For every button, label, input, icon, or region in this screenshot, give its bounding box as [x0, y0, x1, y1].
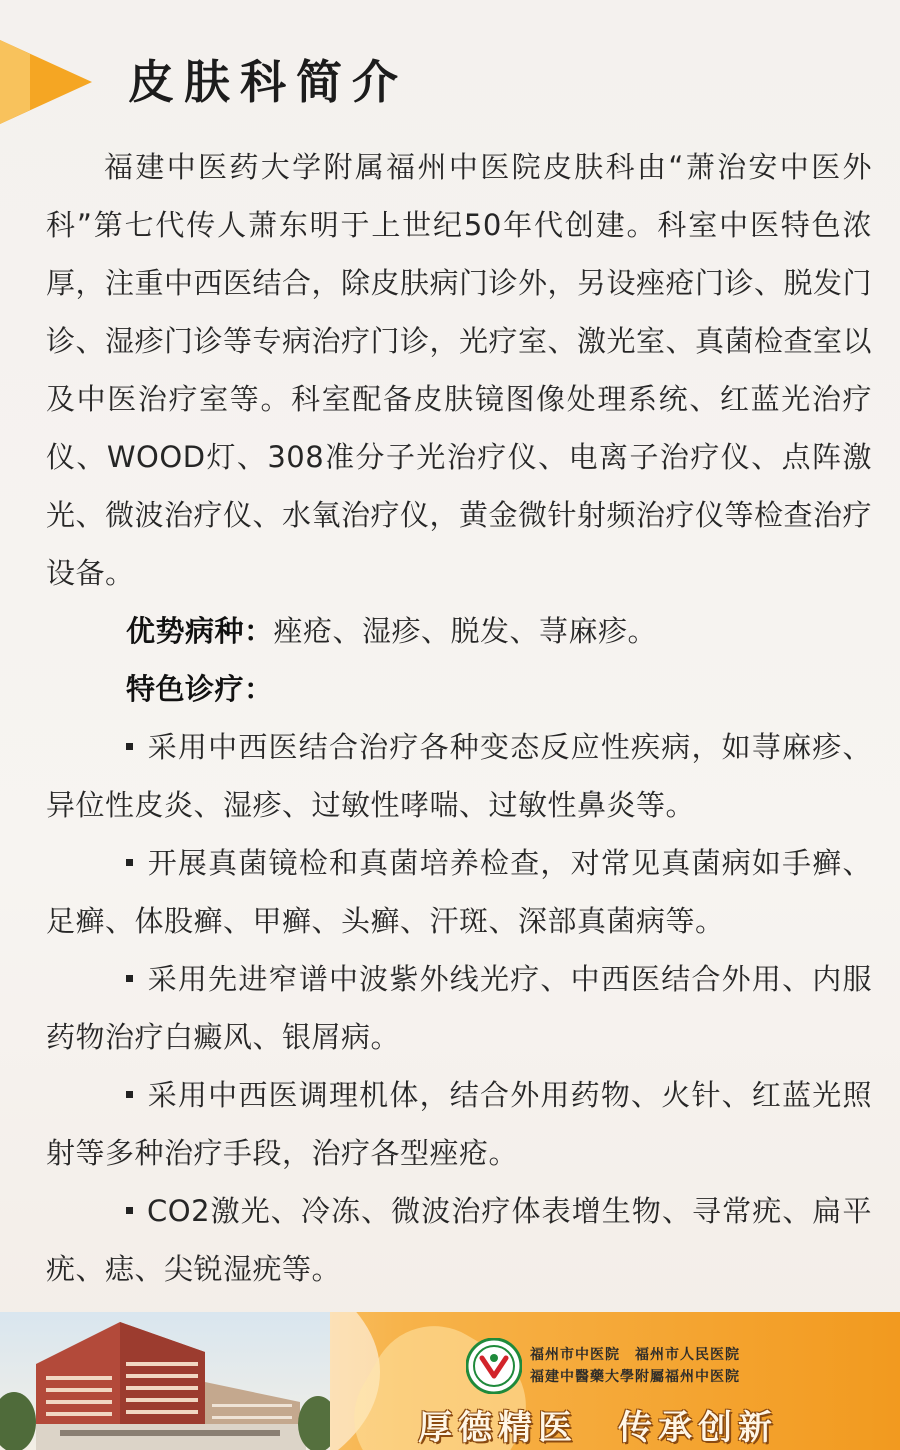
feature-item-text: 采用先进窄谱中波紫外线光疗、中西医结合外用、内服药物治疗白癜风、银屑病。: [46, 962, 872, 1054]
feature-item-text: 开展真菌镜检和真菌培养检查，对常见真菌病如手癣、足癣、体股癣、甲癣、头癣、汗斑、深部真菌病等。: [46, 846, 872, 938]
hospital-building-image: [0, 1312, 330, 1450]
footer-banner: [0, 1312, 900, 1450]
article-body: [46, 138, 872, 1298]
bullet-icon: [126, 1091, 133, 1098]
feature-item-text: 采用中西医结合治疗各种变态反应性疾病，如荨麻疹、异位性皮炎、湿疹、过敏性哮喘、过敏性鼻炎等。: [46, 730, 872, 822]
feature-item-4: [46, 1066, 872, 1182]
intro-paragraph: 福建中医药大学附属福州中医院皮肤科由“萧治安中医外科”第七代传人萧东明于上世纪50年代创建。科室中医特色浓厚，注重中西医结合，除皮肤病门诊外，另设痤疮门诊、脱发门诊、湿疹门诊等专病治疗门诊，光疗室、激光室、真菌检查室以及中医治疗室等。科室配备皮肤镜图像处理系统、红蓝光治疗仪、WOOD灯、308准分子光治疗仪、电离子治疗仪、点阵激光、微波治疗仪、水氧治疗仪，黄金微针射频治疗仪等检查治疗设备。: [46, 150, 873, 590]
advantage-label: 优势病种：: [126, 614, 274, 648]
features-heading: [46, 660, 872, 718]
feature-item-2: [46, 834, 872, 950]
hospital-logo-icon: [466, 1338, 522, 1394]
bullet-icon: [126, 975, 133, 982]
org-name-line-2: 福建中醫藥大學附屬福州中医院: [530, 1369, 740, 1385]
feature-item-text: CO2激光、冷冻、微波治疗体表增生物、寻常疣、扁平疣、痣、尖锐湿疣等。: [46, 1194, 872, 1286]
advantage-line: [46, 602, 872, 660]
bullet-icon: [126, 743, 133, 750]
feature-item-5: [46, 1182, 872, 1298]
features-label: 特色诊疗：: [126, 672, 274, 706]
feature-item-3: [46, 950, 872, 1066]
bullet-icon: [126, 859, 133, 866]
feature-item-text: 采用中西医调理机体，结合外用药物、火针、红蓝光照射等多种治疗手段，治疗各型痤疮。: [46, 1078, 872, 1170]
advantage-text: 痤疮、湿疹、脱发、荨麻疹。: [273, 614, 658, 648]
org-name-line-1: 福州市中医院 福州市人民医院: [530, 1347, 740, 1363]
bullet-icon: [126, 1207, 133, 1214]
page-title: 皮肤科简介: [128, 55, 408, 109]
arrow-icon: [0, 40, 92, 124]
slogan: 厚德精医 传承创新: [418, 1408, 778, 1448]
feature-item-1: [46, 718, 872, 834]
